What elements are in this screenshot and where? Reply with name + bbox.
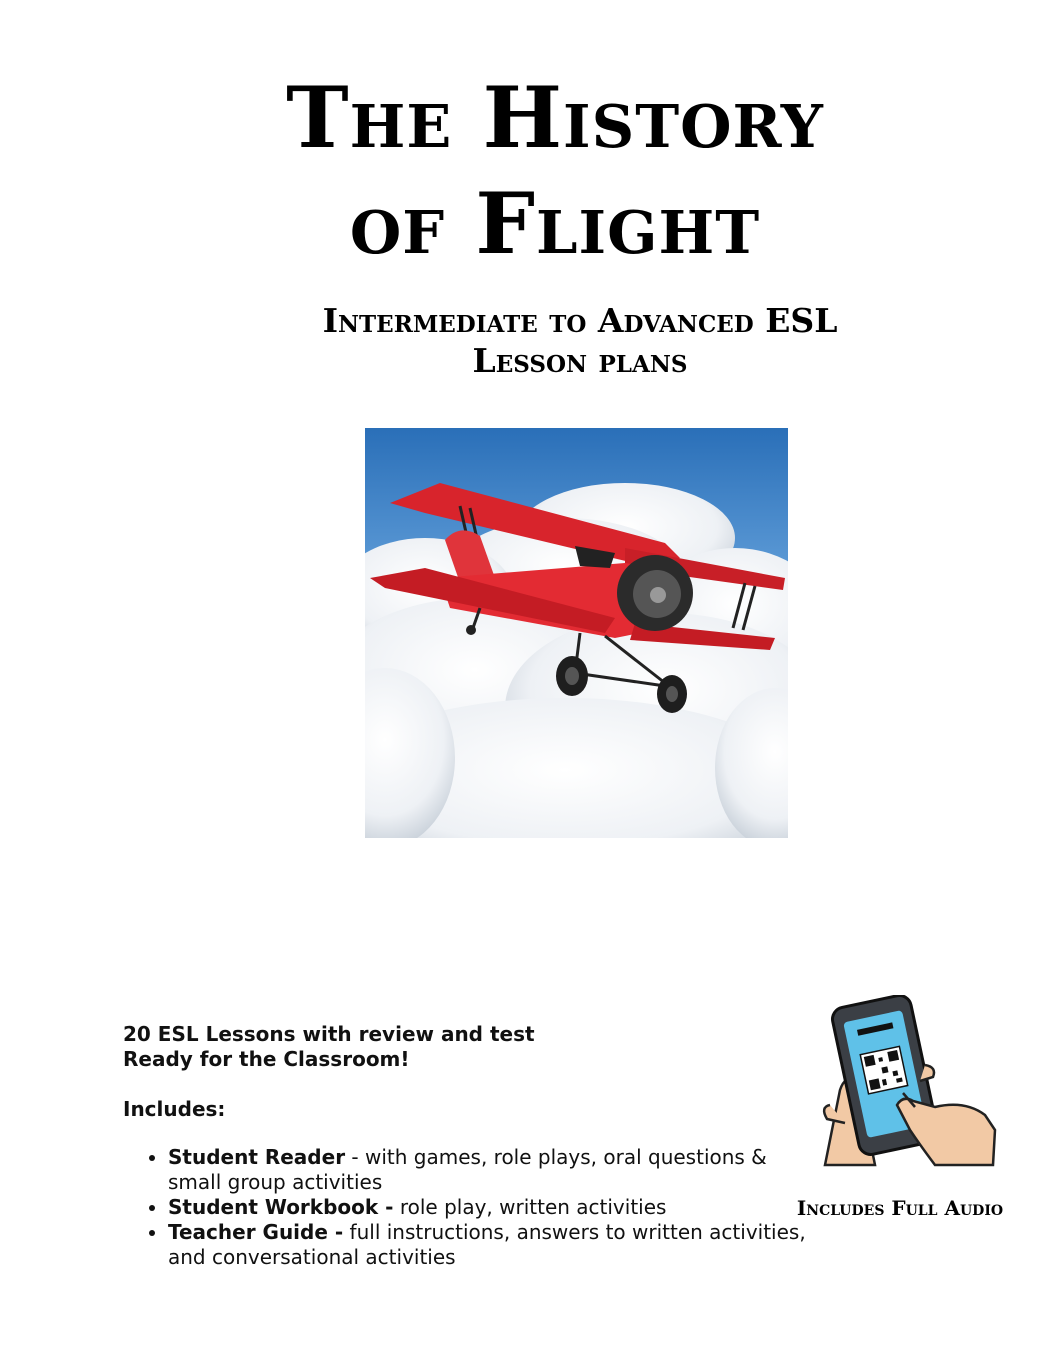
- list-item: [168, 1145, 808, 1195]
- subtitle-line-1: Intermediate to Advanced ESL: [322, 301, 838, 340]
- item-name: Student Workbook -: [168, 1195, 394, 1219]
- intro-line-1: 20 ESL Lessons with review and test: [123, 1022, 535, 1046]
- list-item: [168, 1220, 808, 1270]
- item-desc: - with games, role plays, oral questions & small group activities: [168, 1145, 767, 1194]
- title-line-1: The History: [286, 68, 824, 167]
- biplane-photo: [365, 428, 788, 838]
- intro-line-2: Ready for the Classroom!: [123, 1047, 410, 1071]
- includes-list: [123, 1145, 808, 1270]
- includes-heading: Includes:: [123, 1097, 226, 1121]
- list-item: [168, 1195, 808, 1220]
- item-desc: full instructions, answers to written activities, and conversational activities: [168, 1220, 806, 1269]
- item-name: Teacher Guide -: [168, 1220, 344, 1244]
- item-desc: role play, written activities: [393, 1195, 667, 1219]
- audio-label: Includes Full Audio: [796, 1196, 1004, 1220]
- title-line-2: of Flight: [349, 174, 761, 273]
- intro-text: [123, 1022, 535, 1072]
- item-name: Student Reader: [168, 1145, 346, 1169]
- subtitle-line-2: Lesson plans: [472, 341, 688, 380]
- phone-qr-icon: [815, 995, 997, 1167]
